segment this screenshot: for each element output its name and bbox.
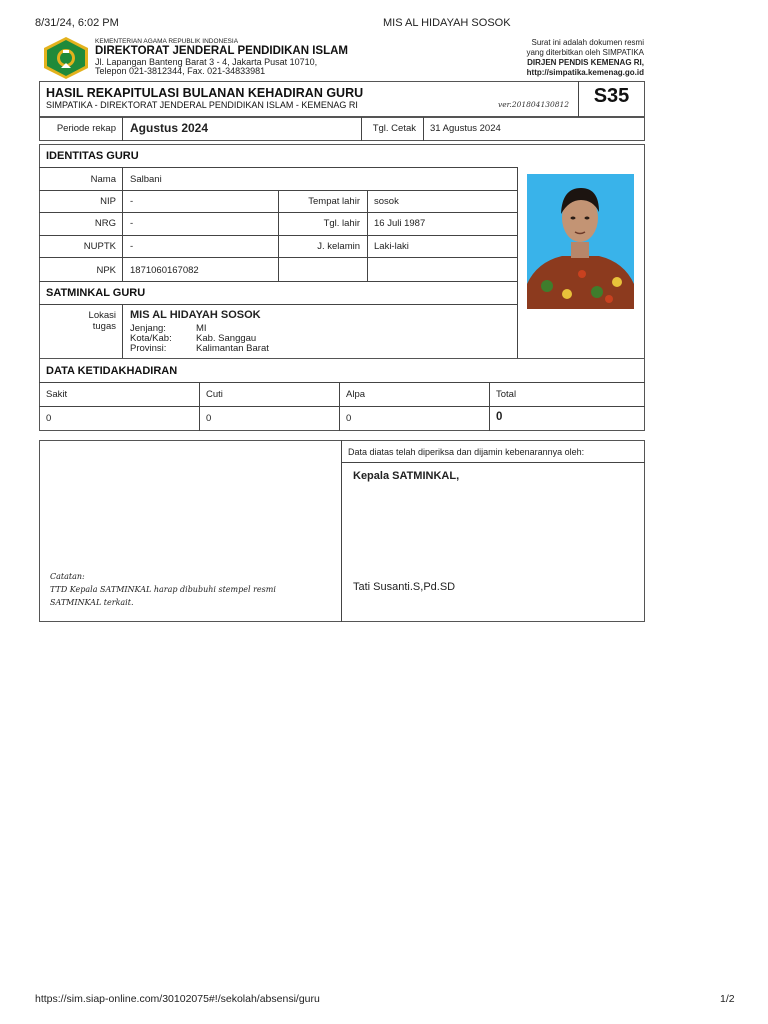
jenis-kelamin-value: Laki-laki (374, 241, 409, 252)
tempat-lahir-value: sosok (374, 196, 399, 207)
note-block (50, 570, 276, 609)
official-notice (526, 38, 644, 78)
signer-name: Tati Susanti.S,Pd.SD (353, 581, 456, 593)
jenjang-value: MI (196, 323, 207, 334)
nuptk-value: - (130, 241, 134, 252)
sakit-value: 0 (46, 413, 52, 424)
report-code: S35 (593, 85, 630, 107)
kemenag-logo-icon (42, 36, 90, 80)
note-line-2: SATMINKAL terkait. (50, 598, 134, 607)
total-header: Total (496, 389, 517, 400)
nrg-value: - (130, 218, 134, 229)
nip-label: NIP (100, 196, 116, 207)
org-phone: Telepon 021-3812344, Fax. 021-34833981 (95, 66, 266, 76)
lokasi-tugas-label (40, 310, 116, 332)
nama-value: Salbani (130, 174, 162, 185)
kota-value: Kab. Sanggau (196, 333, 257, 344)
report-version: ver.20180413081​2 (498, 100, 570, 109)
verified-text: Data diatas telah diperiksa dan dijamin kebenarannya oleh: (348, 447, 585, 457)
print-url: https://sim.siap-online.com/30102075#!/sekolah/absensi/guru (35, 993, 320, 1005)
org-directorate: DIREKTORAT JENDERAL PENDIDIKAN ISLAM (95, 45, 349, 57)
teacher-photo (527, 174, 634, 309)
print-page-number: 1/2 (720, 993, 735, 1005)
npk-label: NPK (96, 265, 116, 276)
nama-label: Nama (90, 174, 116, 185)
npk-value: 1871060167082 (130, 265, 199, 276)
lokasi-label-line-2: tugas (92, 321, 116, 332)
periode-value: Agustus 2024 (130, 121, 209, 135)
cuti-header: Cuti (206, 389, 223, 400)
org-ministry: KEMENTERIAN AGAMA REPUBLIK INDONESIA (95, 38, 239, 45)
notice-line-2: yang diterbitkan oleh SIMPATIKA (526, 48, 644, 57)
alpa-header: Alpa (346, 389, 366, 400)
cuti-value: 0 (206, 413, 212, 424)
alpa-value: 0 (346, 413, 352, 424)
total-value: 0 (496, 411, 503, 423)
tgl-lahir-label: Tgl. lahir (323, 218, 360, 229)
jenjang-label: Jenjang: (130, 323, 166, 334)
tempat-lahir-label: Tempat lahir (308, 196, 360, 207)
cetak-value: 31 Agustus 2024 (430, 123, 501, 134)
lokasi-label-line-1: Lokasi (88, 310, 116, 321)
nrg-label: NRG (94, 218, 116, 229)
cetak-label: Tgl. Cetak (372, 123, 416, 134)
nuptk-label: NUPTK (83, 241, 116, 252)
print-datetime: 8/31/24, 6:02 PM (35, 17, 119, 29)
provinsi-value: Kalimantan Barat (196, 343, 269, 354)
periode-label: Periode rekap (56, 123, 116, 134)
school-name: MIS AL HIDAYAH SOSOK (130, 309, 261, 321)
identitas-heading: IDENTITAS GURU (46, 150, 139, 162)
report-subtitle: SIMPATIKA - DIREKTORAT JENDERAL PENDIDIKAN ISLAM - KEMENAG RI (46, 100, 358, 110)
tgl-lahir-value: 16 Juli 1987 (374, 218, 426, 229)
sakit-header: Sakit (46, 389, 68, 400)
note-line-1: TTD Kepala SATMINKAL harap dibubuhi stempel resmi (50, 585, 276, 594)
org-address: Jl. Lapangan Banteng Barat 3 - 4, Jakarta Pusat 10710, (95, 57, 318, 67)
print-page-title: MIS AL HIDAYAH SOSOK (383, 17, 511, 29)
notice-line-3: DIRJEN PENDIS KEMENAG RI, (527, 58, 644, 67)
jenis-kelamin-label: J. kelamin (317, 241, 360, 252)
note-heading: Catatan: (50, 572, 85, 581)
notice-line-4: http://simpatika.kemenag.go.id (526, 68, 644, 77)
kota-label: Kota/Kab: (130, 333, 172, 344)
provinsi-label: Provinsi: (130, 343, 167, 354)
nip-value: - (130, 196, 134, 207)
notice-line-1: Surat ini adalah dokumen resmi (531, 38, 644, 47)
report-title: HASIL REKAPITULASI BULANAN KEHADIRAN GURU (46, 86, 364, 100)
signer-role: Kepala SATMINKAL, (353, 470, 460, 482)
ketidakhadiran-heading: DATA KETIDAKHADIRAN (46, 365, 178, 377)
satminkal-heading: SATMINKAL GURU (46, 287, 146, 299)
